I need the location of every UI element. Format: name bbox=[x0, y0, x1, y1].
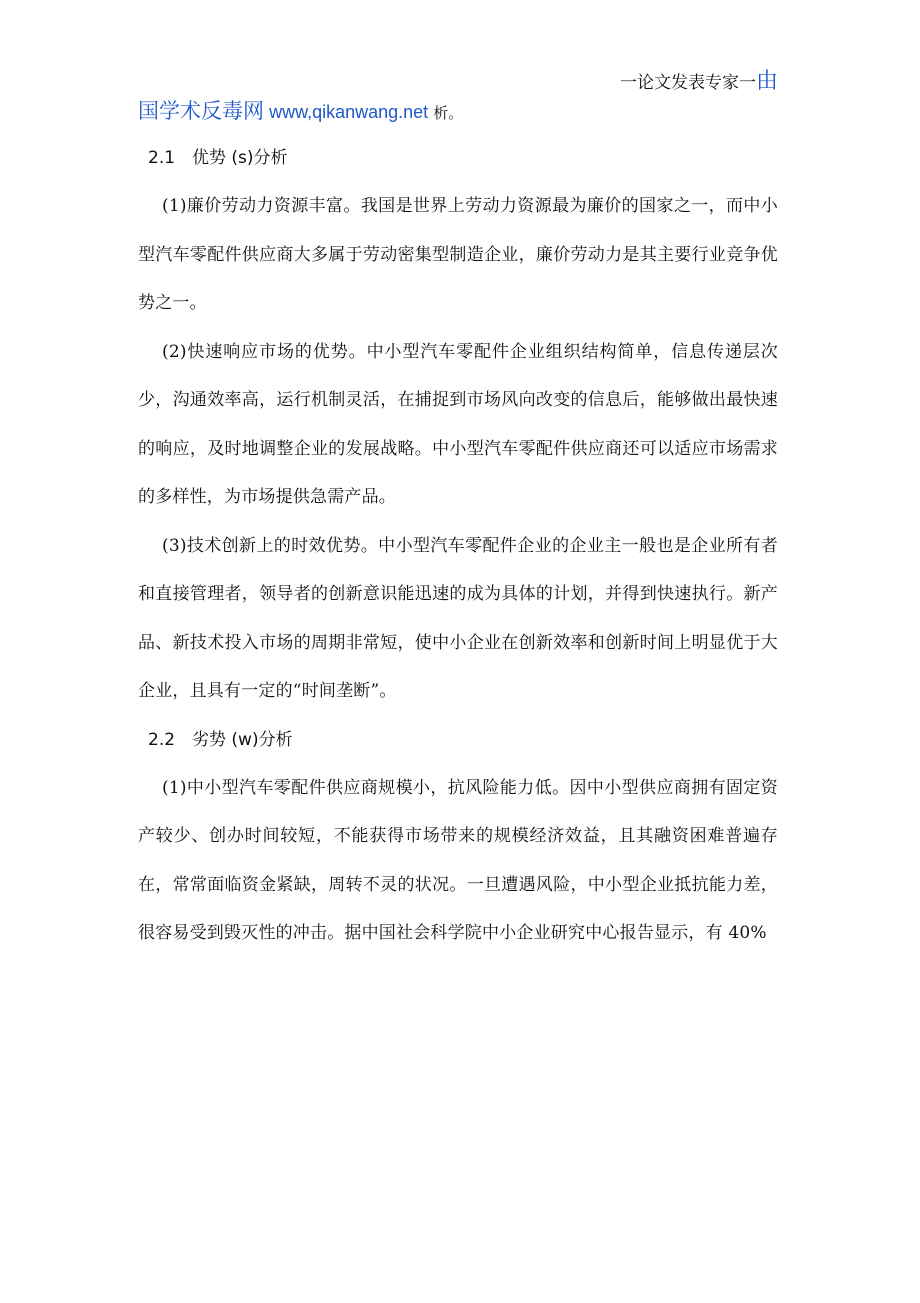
section-title: 劣势 (w)分析 bbox=[192, 729, 293, 750]
paragraph: (3)技术创新上的时效优势。中小型汽车零配件企业的企业主一般也是企业所有者和直接管理者，领导者的创新意识能迅速的成为具体的计划，并得到快速执行。新产品、新技术投入市场的周期非常短，使中小企业在创新效率和创新时间上明显优于大企业，且具有一定的“时间垄断”。 bbox=[138, 535, 778, 701]
site-url-link[interactable]: www,qikanwang.net bbox=[269, 102, 429, 122]
tagline-text: 一论文发表专家一 bbox=[619, 73, 756, 93]
section-title: 优势 (s)分析 bbox=[192, 148, 288, 168]
section-heading bbox=[138, 716, 778, 764]
paragraph: (1)中小型汽车零配件供应商规模小，抗风险能力低。因中小型供应商拥有固定资产较少、创办时间较短，不能获得市场带来的规模经济效益，且其融资困难普遍存在，常常面临资金紧缺，周转不灵的状况。一旦遭遇风险，中小型企业抵抗能力差，很容易受到毁灭性的冲击。据中国社会科学院中小企业研究中心报告显示，有 40% bbox=[138, 777, 778, 943]
paragraph: (2)快速响应市场的优势。中小型汽车零配件企业组织结构简单，信息传递层次少，沟通效率高，运行机制灵活，在捕捉到市场风向改变的信息后，能够做出最快速的响应，及时地调整企业的发展战略。中小型汽车零配件供应商还可以适应市场需求的多样性，为市场提供急需产品。 bbox=[138, 341, 778, 507]
site-tail-text: 析。 bbox=[433, 104, 464, 122]
section-number: 2.2 bbox=[148, 729, 176, 750]
section-number: 2.1 bbox=[148, 148, 176, 168]
document-body bbox=[138, 134, 778, 958]
site-watermark-line bbox=[138, 94, 778, 130]
paragraph: (1)廉价劳动力资源丰富。我国是世界上劳动力资源最为廉价的国家之一，而中小型汽车零配件供应商大多属于劳动密集型制造企业，廉价劳动力是其主要行业竞争优势之一。 bbox=[138, 196, 778, 313]
section-heading bbox=[138, 134, 778, 182]
site-name-link[interactable]: 国学术反毒网 bbox=[138, 99, 264, 123]
tagline-char: 由 bbox=[755, 69, 778, 94]
